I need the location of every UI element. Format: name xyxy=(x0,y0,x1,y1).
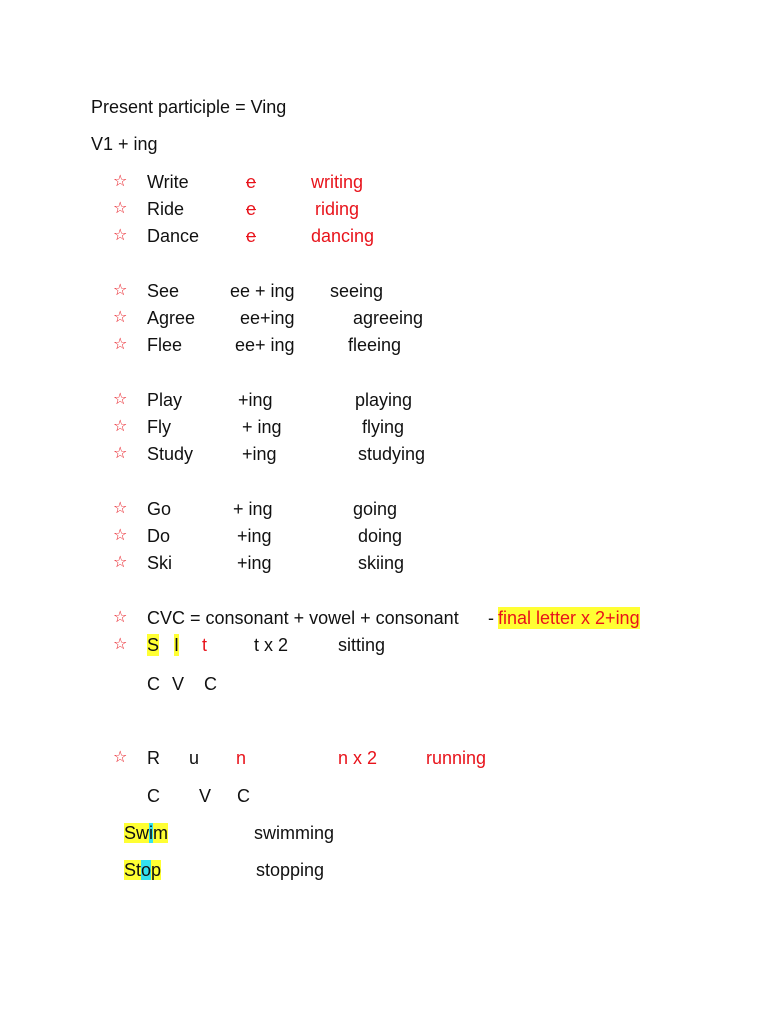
result: writing xyxy=(311,172,364,192)
rule: +ing xyxy=(237,526,272,546)
rule: e xyxy=(246,172,257,192)
star-icon: ☆ xyxy=(113,309,128,326)
star-icon: ☆ xyxy=(113,418,128,435)
swim-vowel: i xyxy=(149,823,154,843)
verb: Go xyxy=(147,499,172,519)
pattern-c: C xyxy=(147,786,160,806)
run-double: n x 2 xyxy=(338,748,378,768)
sit-consonant-1: S xyxy=(147,635,160,655)
rule: e xyxy=(246,199,257,219)
result: skiing xyxy=(358,553,405,573)
result: riding xyxy=(315,199,360,219)
star-icon: ☆ xyxy=(113,173,128,190)
rule: + ing xyxy=(242,417,282,437)
verb: Write xyxy=(147,172,189,192)
verb: Ski xyxy=(147,553,173,573)
cvc-definition: CVC = consonant + vowel + consonant xyxy=(147,608,459,628)
verb: Play xyxy=(147,390,183,410)
stop-prefix: St xyxy=(124,860,142,880)
sit-result: sitting xyxy=(338,635,386,655)
cvc-dash: - xyxy=(488,608,494,628)
swim-prefix: Sw xyxy=(124,823,150,843)
stop-vowel: o xyxy=(141,860,152,880)
star-icon: ☆ xyxy=(113,445,128,462)
result: fleeing xyxy=(348,335,402,355)
pattern-c: C xyxy=(237,786,250,806)
star-icon: ☆ xyxy=(113,282,128,299)
run-consonant-1: R xyxy=(147,748,160,768)
sit-consonant-2: t xyxy=(202,635,208,655)
verb: Fly xyxy=(147,417,171,437)
swim-suffix: m xyxy=(153,823,169,843)
result: dancing xyxy=(311,226,375,246)
verb: See xyxy=(147,281,180,301)
run-consonant-2: n xyxy=(236,748,247,768)
result: agreeing xyxy=(353,308,424,328)
sit-double: t x 2 xyxy=(254,635,289,655)
run-result: running xyxy=(426,748,487,768)
star-icon: ☆ xyxy=(113,749,128,766)
rule: +ing xyxy=(242,444,277,464)
star-icon: ☆ xyxy=(113,391,128,408)
rule: e xyxy=(246,226,257,246)
run-vowel: u xyxy=(189,748,200,768)
result: flying xyxy=(362,417,405,437)
result: doing xyxy=(358,526,403,546)
star-icon: ☆ xyxy=(113,554,128,571)
result: seeing xyxy=(330,281,384,301)
result: playing xyxy=(355,390,413,410)
result: going xyxy=(353,499,398,519)
star-icon: ☆ xyxy=(113,336,128,353)
star-icon: ☆ xyxy=(113,227,128,244)
rule: ee+ing xyxy=(240,308,295,328)
rule: +ing xyxy=(237,553,272,573)
page-heading: Present participle = Ving xyxy=(91,97,287,117)
stop-suffix: p xyxy=(151,860,162,880)
star-icon: ☆ xyxy=(113,527,128,544)
rule: ee + ing xyxy=(230,281,295,301)
verb: Ride xyxy=(147,199,185,219)
star-icon: ☆ xyxy=(113,200,128,217)
sit-vowel: I xyxy=(174,635,180,655)
result: studying xyxy=(358,444,426,464)
verb: Flee xyxy=(147,335,183,355)
swim-result: swimming xyxy=(254,823,335,843)
verb: Do xyxy=(147,526,171,546)
stop-word xyxy=(124,859,161,881)
verb: Study xyxy=(147,444,194,464)
stop-result: stopping xyxy=(256,860,325,880)
formula-line: V1 + ing xyxy=(91,134,158,154)
swim-word xyxy=(124,822,168,844)
cvc-rule-highlight: final letter x 2+ing xyxy=(498,608,640,628)
rule: + ing xyxy=(233,499,273,519)
rule: +ing xyxy=(238,390,273,410)
rule: ee+ ing xyxy=(235,335,295,355)
pattern-v: V xyxy=(172,674,185,694)
star-icon: ☆ xyxy=(113,500,128,517)
pattern-c: C xyxy=(147,674,160,694)
pattern-v: V xyxy=(199,786,212,806)
verb: Agree xyxy=(147,308,196,328)
pattern-c: C xyxy=(204,674,217,694)
verb: Dance xyxy=(147,226,200,246)
star-icon: ☆ xyxy=(113,609,128,626)
star-icon: ☆ xyxy=(113,636,128,653)
